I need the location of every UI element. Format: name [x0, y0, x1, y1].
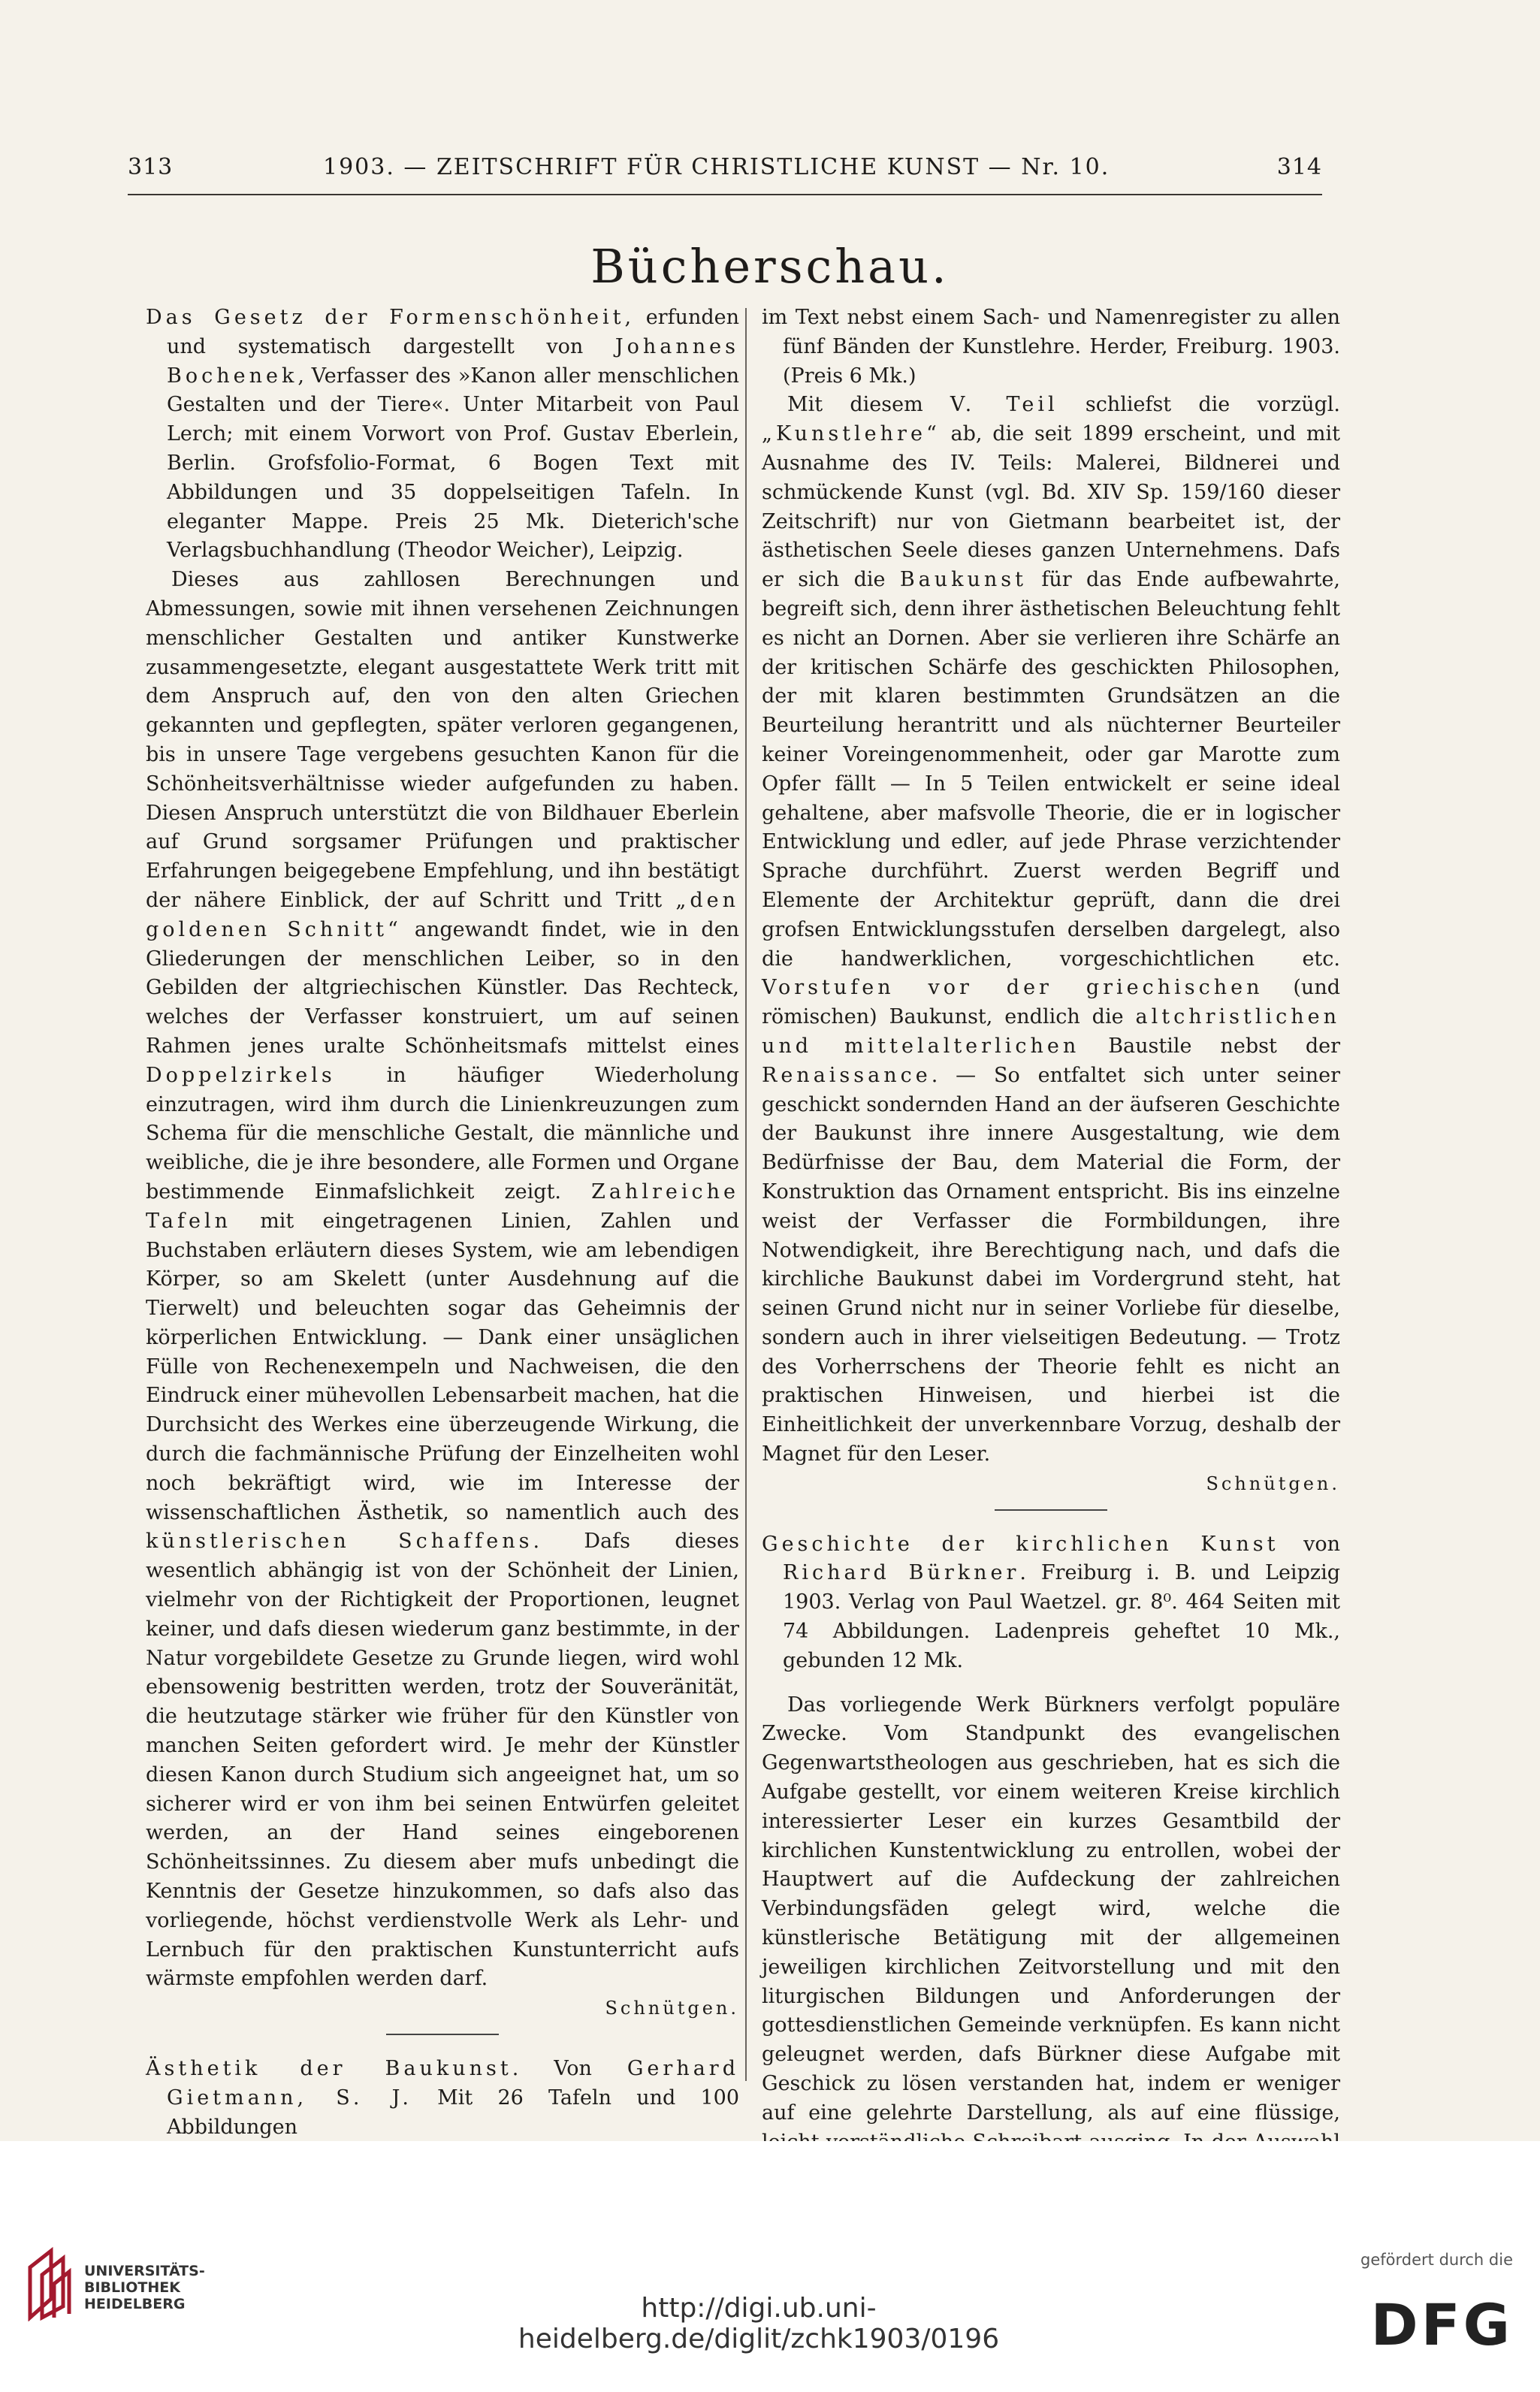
dfg-logo: DFG [1370, 2291, 1513, 2358]
review-formenschoenheit: Dieses aus zahllosen Berechnungen und Abmessungen, sowie mit ihnen versehenen Zeichnungen menschlicher Gestalten und antiker Kunstwerke zusammengesetzte, elegant ausgestattete Werk tritt mit dem Anspruch auf, den von den alten Griechen gekannten und gepflegten, später verloren gegangenen, bis in unsere Tage vergebens gesuchten Kanon für die Schönheitsverhältnisse wieder aufgefunden zu haben. Diesen Anspruch unterstützt die von Bildhauer Eberlein auf Grund sorgsamer Prüfungen und praktischer Erfahrungen beigegebene Empfehlung, und ihn bestätigt der nähere Einblick, der auf Schritt und Tritt „den goldenen Schnitt“ angewandt findet, wie in den Gliederungen der menschlichen Leiber, so in den Gebilden der altgriechischen Künstler. Das Rechteck, welches der Verfasser konstruiert, um auf seinen Rahmen jenes uralte Schönheitsmafs mittelst eines Doppelzirkels in häufiger Wiederholung einzutragen, wird ihm durch die Linienkreuzungen zum Schema für die menschliche Gestalt, die männliche und weibliche, die je ihre besondere, alle Formen und Organe bestimmende Einmafslichkeit zeigt. Zahlreiche Tafeln mit eingetragenen Linien, Zahlen und Buchstaben erläutern dieses System, wie am lebendigen Körper, so am Skelett (unter Ausdehnung auf die Tierwelt) und beleuchten sogar das Geheimnis der körperlichen Entwicklung. — Dank einer unsäglichen Fülle von Rechenexempeln und Nachweisen, die den Eindruck einer mühevollen Lebensarbeit machen, hat die Durchsicht des Werkes eine überzeugende Wirkung, die durch die fachmännische Prüfung der Einzelheiten wohl noch bekräftigt wird, wie im Interesse der wissenschaftlichen Ästhetik, so namentlich auch des künstlerischen Schaffens. Dafs dieses wesentlich abhängig ist von der Schönheit der Linien, vielmehr von der Richtigkeit der Proportionen, leugnet keiner, und dafs diesen wiederum ganz bestimmte, in der Natur vorgebildete Gesetze zu Grunde liegen, wird wohl ebensowenig bestritten werden, trotz der Souveränität, die heutzutage stärker wie früher für den Künstler von manchen Seiten gefordert wird. Je mehr der Künstler diesen Kanon durch Studium sich angeeignet hat, um so sicherer wird er von ihm bei seinen Entwürfen geleitet werden, an der Hand seines eingeborenen Schönheitssinnes. Zu diesem aber mufs unbedingt die Kenntnis der Gesetze hinzukommen, so dafs also das vorliegende, höchst verdienstvolle Werk als Lehr- und Lernbuch für den praktischen Kunstunterricht aufs wärmste empfohlen werden darf. [146, 568, 739, 1991]
page-number-right: 314 [1276, 154, 1322, 180]
sponsor-caption: gefördert durch die [1360, 2251, 1513, 2269]
section-title: Bücherschau. [590, 239, 950, 294]
review-aesthetik: Mit diesem V. Teil schliefst die vorzügl. „Kunstlehre“ ab, die seit 1899 erscheint, und mit Ausnahme des IV. Teils: Malerei, Bildnerei und schmückende Kunst (vgl. Bd. XIV Sp. 159/160 dieser Zeitschrift) nur von Gietmann bearbeitet ist, der ästhetischen Seele dieses ganzen Unternehmens. Dafs er sich die Baukunst für das Ende aufbewahrte, begreift sich, denn ihrer ästhetischen Beleuchtung fehlt es nicht an Dornen. Aber sie verlieren ihre Schärfe an der kritischen Schärfe des geschickten Philosophen, der mit klaren bestimmten Grundsätzen an die Beurteilung herantritt und als nüchterner Beurteiler keiner Voreingenommenheit, oder gar Marotte zum Opfer fällt — In 5 Teilen entwickelt er seine ideal gehaltene, aber mafsvolle Theorie, die er in logischer Entwicklung und edler, auf jede Phrase verzichtender Sprache durchführt. Zuerst werden Begriff und Elemente der Architektur geprüft, dann die drei grofsen Entwicklungsstufen derselben dargelegt, also die handwerklichen, vorgeschichtlichen etc. Vorstufen vor der griechischen (und römischen) Baukunst, endlich die altchristlichen und mittelalterlichen Baustile nebst der Renaissance. — So entfaltet sich unter seiner geschickt sondernden Hand an der äufseren Geschichte der Baukunst ihre innere Ausgestaltung, wie dem Bedürfnisse der Bau, dem Material die Form, der Konstruktion das Ornament entspricht. Bis ins einzelne weist der Verfasser die Formbildungen, ihre Notwendigkeit, ihre Berechtigung nach, und dafs die kirchliche Baukunst dabei im Vordergrund steht, hat seinen Grund nicht nur in seiner Vorliebe für dieselbe, sondern auch in ihrer vielseitigen Bedeutung. — Trotz des Vorherrschens der Theorie fehlt es nicht an praktischen Hinweisen, und hierbei ist die Einheitlichkeit der unverkennbare Vorzug, deshalb der Magnet für den Leser. [762, 393, 1340, 1466]
book-title: Geschichte der kirchlichen Kunst [762, 1532, 1279, 1556]
book-entry-kirchliche-kunst: Geschichte der kirchlichen Kunst von Richard Bürkner. Freiburg i. B. und Leipzig 1903. Verlag von Paul Waetzel. gr. 8⁰. 464 Seiten mit 74 Abbildungen. Ladenpreis geheftet 10 Mk., gebunden 12 Mk. [762, 1532, 1340, 1672]
column-divider [745, 308, 747, 2081]
book-author: Gerhard Gietmann, S. J. [167, 2057, 739, 2110]
book-author: Richard Bürkner [783, 1561, 1020, 1585]
separator-rule [386, 2034, 499, 2035]
book-title: Ästhetik der Baukunst [146, 2057, 512, 2081]
separator-rule [995, 1509, 1107, 1511]
reviewer-signature: Schnütgen. [1206, 1472, 1340, 1494]
page-number-left: 313 [128, 154, 174, 180]
review-kirchliche-kunst: Das vorliegende Werk Bürkners verfolgt populäre Zwecke. Vom Standpunkt des evangelischen Gegenwartstheologen aus geschrieben, hat es sich die Aufgabe gestellt, vor einem weiteren Kreise kirchlich interessierter Leser ein kurzes Gesamtbild der kirchlichen Kunstentwicklung zu entrollen, wobei der Hauptwert auf die Aufdeckung der zahlreichen Verbindungsfäden gelegt wird, welche die künstlerische Betätigung mit der allgemeinen jeweiligen kirchlichen Zeitvorstellung und mit den liturgischen Bildungen und Anforderungen der gottesdienstlichen Gemeinde verknüpfen. Es kann nicht geleugnet werden, dafs Bürkner diese Aufgabe mit Geschick zu lösen verstanden hat, indem er weniger auf eine gelehrte Darstellung, als auf eine flüssige, [762, 1693, 1340, 2125]
book-entry-formenschoenheit: Das Gesetz der Formenschönheit, erfunden und systematisch dargestellt von Johannes Bochenek, Verfasser des »Kanon aller menschlichen Gestalten und der Tiere«. Unter Mitarbeit von Paul Lerch; mit einem Vorwort von Prof. Gustav Eberlein, Berlin. Grofsfolio-Format, 6 Bogen Text mit Abbildungen und 35 doppelseitigen Tafeln. In eleganter Mappe. Preis 25 Mk. Dieterich'sche Verlagsbuchhandlung (Theodor Weicher), Leipzig. [146, 306, 739, 563]
book-entry-aesthetik: Ästhetik der Baukunst. Von Gerhard Gietmann, S. J. Mit 26 Tafeln und 100 Abbildungen [146, 2057, 739, 2139]
running-title: 1903. — ZEITSCHRIFT FÜR CHRISTLICHE KUNST — Nr. 10. [323, 154, 1110, 180]
book-title: Das Gesetz der Formenschönheit [146, 306, 625, 329]
page-header [128, 154, 1322, 199]
permalink-url[interactable]: http://digi.ub.uni-heidelberg.de/diglit/zchk1903/0196 [518, 2293, 1000, 2354]
library-name: UNIVERSITÄTS- BIBLIOTHEK HEIDELBERG [84, 2263, 205, 2312]
book-author: Johannes Bochenek [167, 334, 739, 388]
book-entry-aesthetik-continued: im Text nebst einem Sach- und Namenregister zu allen fünf Bänden der Kunstlehre. Herder, Freiburg. 1903. (Preis 6 Mk.) [762, 306, 1340, 388]
reviewer-signature: Schnütgen. [605, 1998, 739, 2019]
right-column [762, 304, 1340, 2186]
left-column [146, 304, 739, 2142]
university-library-logo-icon [26, 2246, 72, 2321]
header-rule [128, 194, 1322, 195]
